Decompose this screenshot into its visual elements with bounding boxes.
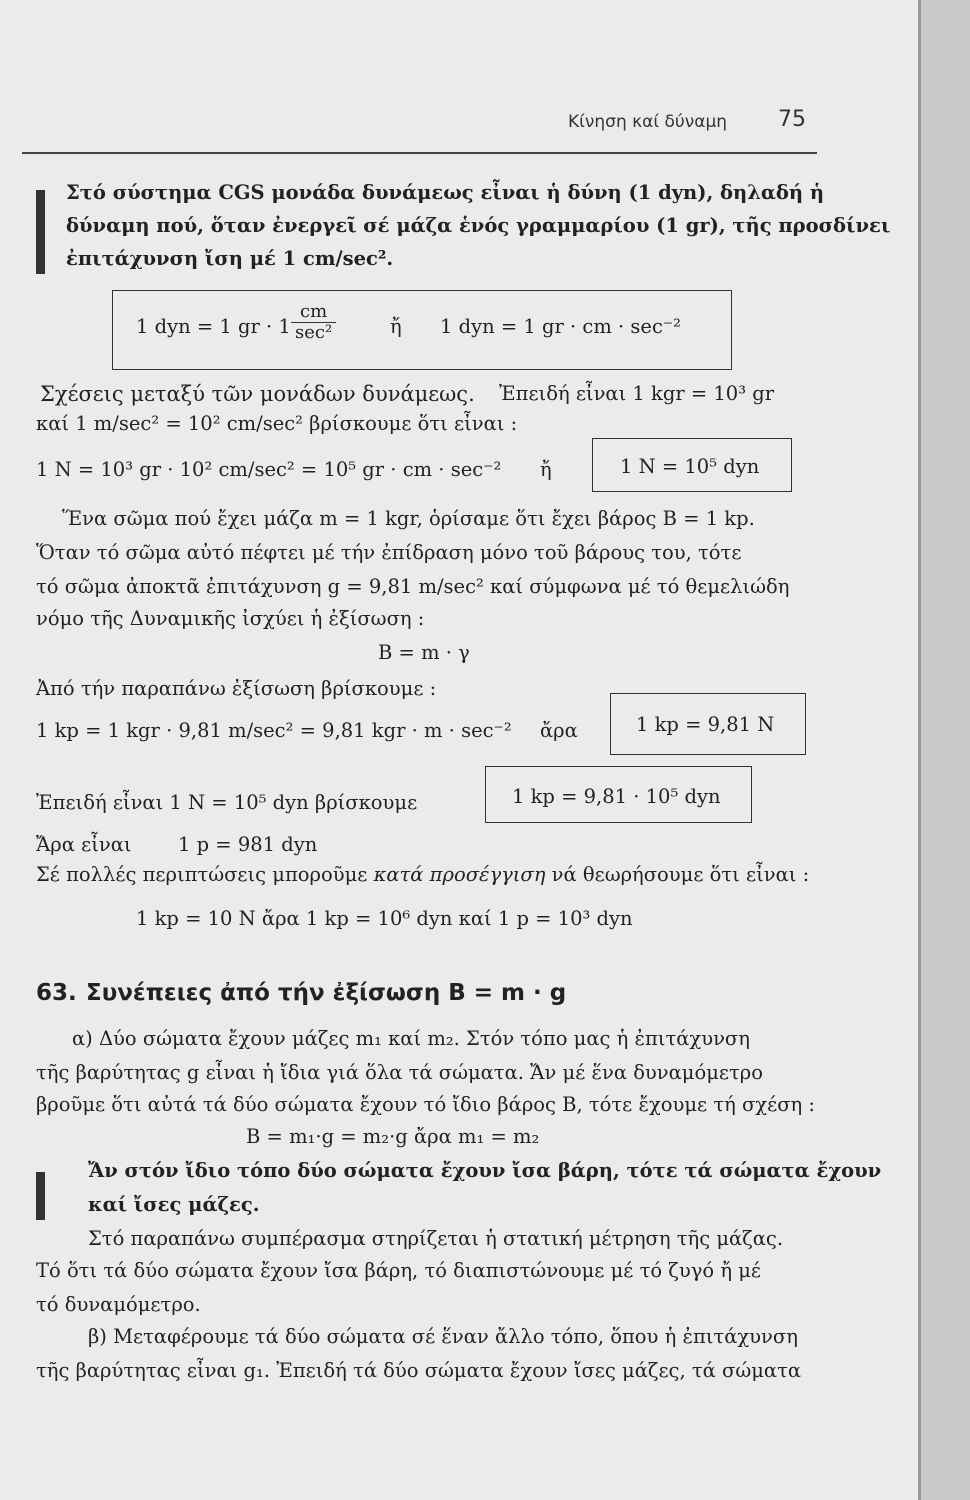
kp-line-6: Ἐπειδή εἶναι 1 N = 10⁵ dyn βρίσκουμε [36,791,418,814]
margin-bar-2 [36,1172,45,1220]
kp-line-5: Ἀπό τήν παραπάνω ἐξίσωση βρίσκουμε : [36,677,437,700]
dyn-fraction [291,302,336,343]
conclusion-line-1: Ἄν στόν ἴδιο τόπο δύο σώματα ἔχουν ἴσα βάρη, τότε τά σώματα ἔχουν [88,1159,882,1182]
section-a-line-3: βροῦμε ὅτι αὐτά τά δύο σώματα ἔχουν τό ἴδιο βάρος B, τότε ἔχουμε τή σχέση : [36,1093,815,1116]
kp-formula: B = m · γ [378,641,470,664]
conclusion-line-2: καί ἴσες μάζες. [88,1193,260,1216]
kp-approx: 1 kp = 10 N ἄρα 1 kp = 10⁶ dyn καί 1 p = 10³ dyn [136,907,633,930]
definition-line-1: Στό σύστημα CGS μονάδα δυνάμεως εἶναι ἡ δύνη (1 dyn), δηλαδή ἡ [66,181,825,204]
section-title: Συνέπειες ἀπό τήν ἐξίσωση B = m · g [86,980,567,1006]
kp-ara: ἄρα [540,719,578,742]
kp-line-1: Ἕνα σῶμα πού ἔχει μάζα m = 1 kgr, ὁρίσαμε ὅτι ἔχει βάρος B = 1 kp. [62,507,755,530]
page-edge [920,0,970,1500]
kp-line-4: νόμο τῆς Δυναμικῆς ἰσχύει ἡ ἐξίσωση : [36,607,425,630]
header-rule [22,152,817,154]
section-number: 63. [36,980,77,1006]
running-header: Κίνηση καί δύναμη [568,112,728,132]
section-a-line-2: τῆς βαρύτητας g εἶναι ἡ ἴδια γιά ὅλα τά σώματα. Ἄν μέ ἕνα δυναμόμετρο [36,1061,763,1084]
kp-boxed-2: 1 kp = 9,81 · 10⁵ dyn [512,785,721,808]
newton-or: ἤ [540,458,552,481]
newton-equation: 1 N = 10³ gr · 10² cm/sec² = 10⁵ gr · cm · sec⁻² [36,458,502,481]
margin-bar [36,190,45,274]
page-edge-line [918,0,921,1500]
section-p-3: τό δυναμόμετρο. [36,1293,201,1316]
dyn-fraction-numerator: cm [291,302,336,323]
kp-boxed-1: 1 kp = 9,81 N [636,713,775,736]
kp-line-8-italic: κατά προσέγγιση [373,863,546,886]
newton-boxed: 1 N = 10⁵ dyn [620,455,760,478]
kp-line-2: Ὅταν τό σῶμα αὐτό πέφτει μέ τήν ἐπίδραση μόνο τοῦ βάρους του, τότε [36,541,742,564]
kp-equation: 1 kp = 1 kgr · 9,81 m/sec² = 9,81 kgr · m · sec⁻² [36,719,512,742]
dyn-formula-right: 1 dyn = 1 gr · cm · sec⁻² [440,315,681,338]
relations-heading: Σχέσεις μεταξύ τῶν μονάδων δυνάμεως. [40,382,475,406]
section-a-equation: B = m₁·g = m₂·g ἄρα m₁ = m₂ [246,1125,540,1148]
section-p-1: Στό παραπάνω συμπέρασμα στηρίζεται ἡ στατική μέτρηση τῆς μάζας. [88,1227,784,1250]
kp-line-3: τό σῶμα ἀποκτᾶ ἐπιτάχυνση g = 9,81 m/sec² καί σύμφωνα μέ τό θεμελιώδη [36,575,790,598]
section-b-line-2: τῆς βαρύτητας εἶναι g₁. Ἐπειδή τά δύο σώματα ἔχουν ἴσες μάζες, τά σώματα [36,1359,802,1382]
page-number: 75 [778,107,806,132]
definition-line-3: ἐπιτάχυνση ἴση μέ 1 cm/sec². [66,247,394,270]
section-p-2: Τό ὅτι τά δύο σώματα ἔχουν ἴσα βάρη, τό διαπιστώνουμε μέ τό ζυγό ἤ μέ [36,1259,761,1282]
kp-line-7-eq: 1 p = 981 dyn [178,833,318,856]
kp-line-8 [36,862,809,888]
kp-line-8-pre: Σέ πολλές περιπτώσεις μποροῦμε [36,863,368,886]
dyn-formula-or: ἤ [390,315,402,338]
dyn-formula-left: 1 dyn = 1 gr · 1 [136,315,291,338]
section-a-line-1: α) Δύο σώματα ἔχουν μάζες m₁ καί m₂. Στόν τόπο μας ἡ ἐπιτάχυνση [72,1027,750,1050]
section-b-line-1: β) Μεταφέρουμε τά δύο σώματα σέ ἕναν ἄλλο τόπο, ὅπου ἡ ἐπιτάχυνση [88,1325,798,1348]
relations-line-2: καί 1 m/sec² = 10² cm/sec² βρίσκουμε ὅτι εἶναι : [36,412,518,435]
dyn-fraction-denominator: sec² [295,322,333,343]
kp-line-8-post: νά θεωρήσουμε ὅτι εἶναι : [551,863,810,886]
definition-line-2: δύναμη πού, ὅταν ἐνεργεῖ σέ μάζα ἑνός γραμμαρίου (1 gr), τῆς προσδίνει [66,214,891,237]
kp-line-7-label: Ἄρα εἶναι [36,833,132,856]
relations-line-1: Ἐπειδή εἶναι 1 kgr = 10³ gr [499,382,775,405]
